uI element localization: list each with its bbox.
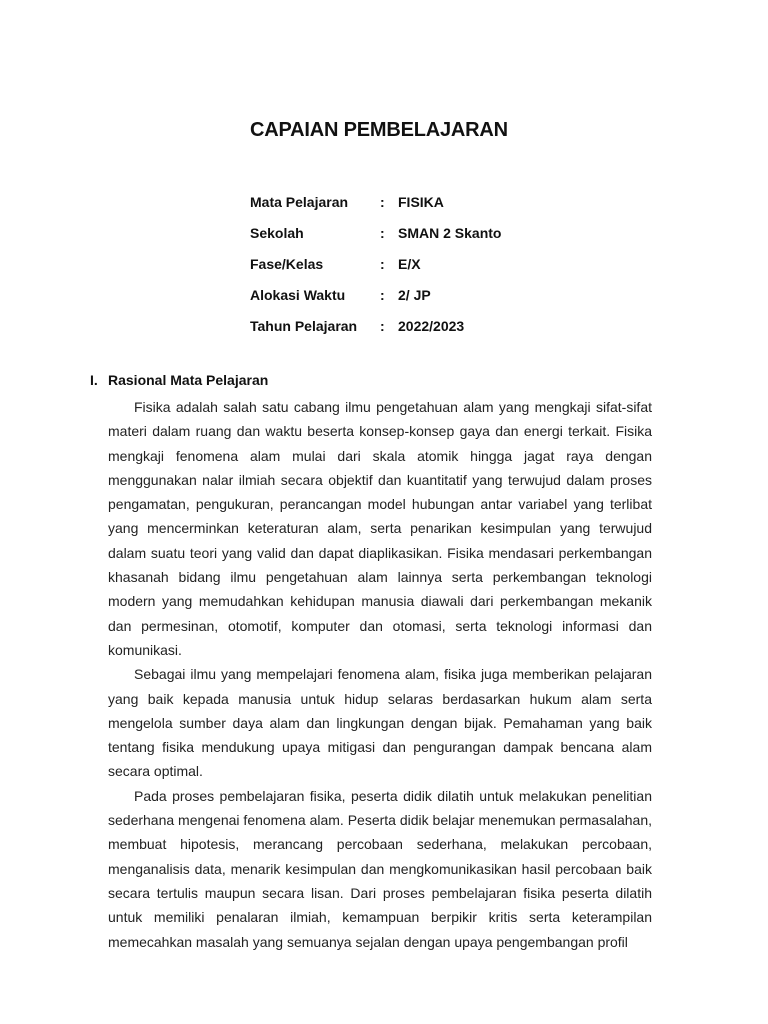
- section-body: [108, 395, 652, 954]
- body-paragraph: Pada proses pembelajaran fisika, peserta didik dilatih untuk melakukan penelitian sederhana mengenai fenomena alam. Peserta didik belajar menemukan permasalahan, membuat hipotesis, merancang percobaan sederhana, melakukan percobaan, menganalisis data, menarik kesimpulan dan mengkomunikasikan hasil percobaan baik secara tertulis maupun secara lisan. Dari proses pembelajaran fisika peserta dilatih untuk memiliki penalaran ilmiah, kemampuan berpikir kritis serta keterampilan memecahkan masalah yang semuanya sejalan dengan upaya pengembangan profil: [108, 787, 652, 950]
- info-value: SMAN 2 Skanto: [398, 225, 502, 241]
- info-label: Mata Pelajaran: [250, 194, 349, 210]
- info-value: FISIKA: [398, 194, 444, 210]
- info-colon: :: [380, 256, 385, 272]
- section-title: Rasional Mata Pelajaran: [108, 372, 269, 388]
- info-colon: :: [380, 318, 385, 334]
- info-row-phase-class: [250, 256, 501, 287]
- info-value: 2/ JP: [398, 287, 431, 303]
- info-row-school: [250, 225, 501, 256]
- info-value: E/X: [398, 256, 421, 272]
- body-paragraph: Sebagai ilmu yang mempelajari fenomena alam, fisika juga memberikan pelajaran yang baik kepada manusia untuk hidup selaras berdasarkan hukum alam serta mengelola sumber daya alam dan lingkungan dengan bijak. Pemahaman yang baik tentang fisika mendukung upaya mitigasi dan pengurangan dampak bencana alam secara optimal.: [108, 666, 652, 780]
- document-info-table: [250, 194, 501, 349]
- info-label: Alokasi Waktu: [250, 287, 346, 303]
- info-label: Sekolah: [250, 225, 304, 241]
- info-colon: :: [380, 225, 385, 241]
- body-paragraph: Fisika adalah salah satu cabang ilmu pengetahuan alam yang mengkaji sifat-sifat materi dalam ruang dan waktu beserta konsep-konsep gaya dan energi terkait. Fisika mengkaji fenomena alam mulai dari skala atomik hingga jagat raya dengan menggunakan nalar ilmiah secara objektif dan kuantitatif yang terwujud dalam proses pengamatan, pengukuran, perancangan model hubungan antar variabel yang terlibat yang mencerminkan keteraturan alam, serta penarikan kesimpulan yang terwujud dalam suatu teori yang valid dan dapat diaplikasikan. Fisika mendasari perkembangan khasanah bidang ilmu pengetahuan alam lainnya serta perkembangan teknologi modern yang memudahkan kehidupan manusia diawali dari perkembangan mekanik dan permesinan, otomotif, komputer dan otomasi, serta teknologi informasi dan komunikasi.: [108, 399, 652, 658]
- info-colon: :: [380, 194, 385, 210]
- info-row-time-allocation: [250, 287, 501, 318]
- section-number: I.: [90, 372, 98, 388]
- page-title: CAPAIAN PEMBELAJARAN: [250, 119, 508, 141]
- section-heading: [90, 372, 268, 388]
- info-colon: :: [380, 287, 385, 303]
- info-label: Fase/Kelas: [250, 256, 324, 272]
- info-row-academic-year: [250, 318, 501, 349]
- info-label: Tahun Pelajaran: [250, 318, 358, 334]
- info-value: 2022/2023: [398, 318, 465, 334]
- info-row-subject: [250, 194, 501, 225]
